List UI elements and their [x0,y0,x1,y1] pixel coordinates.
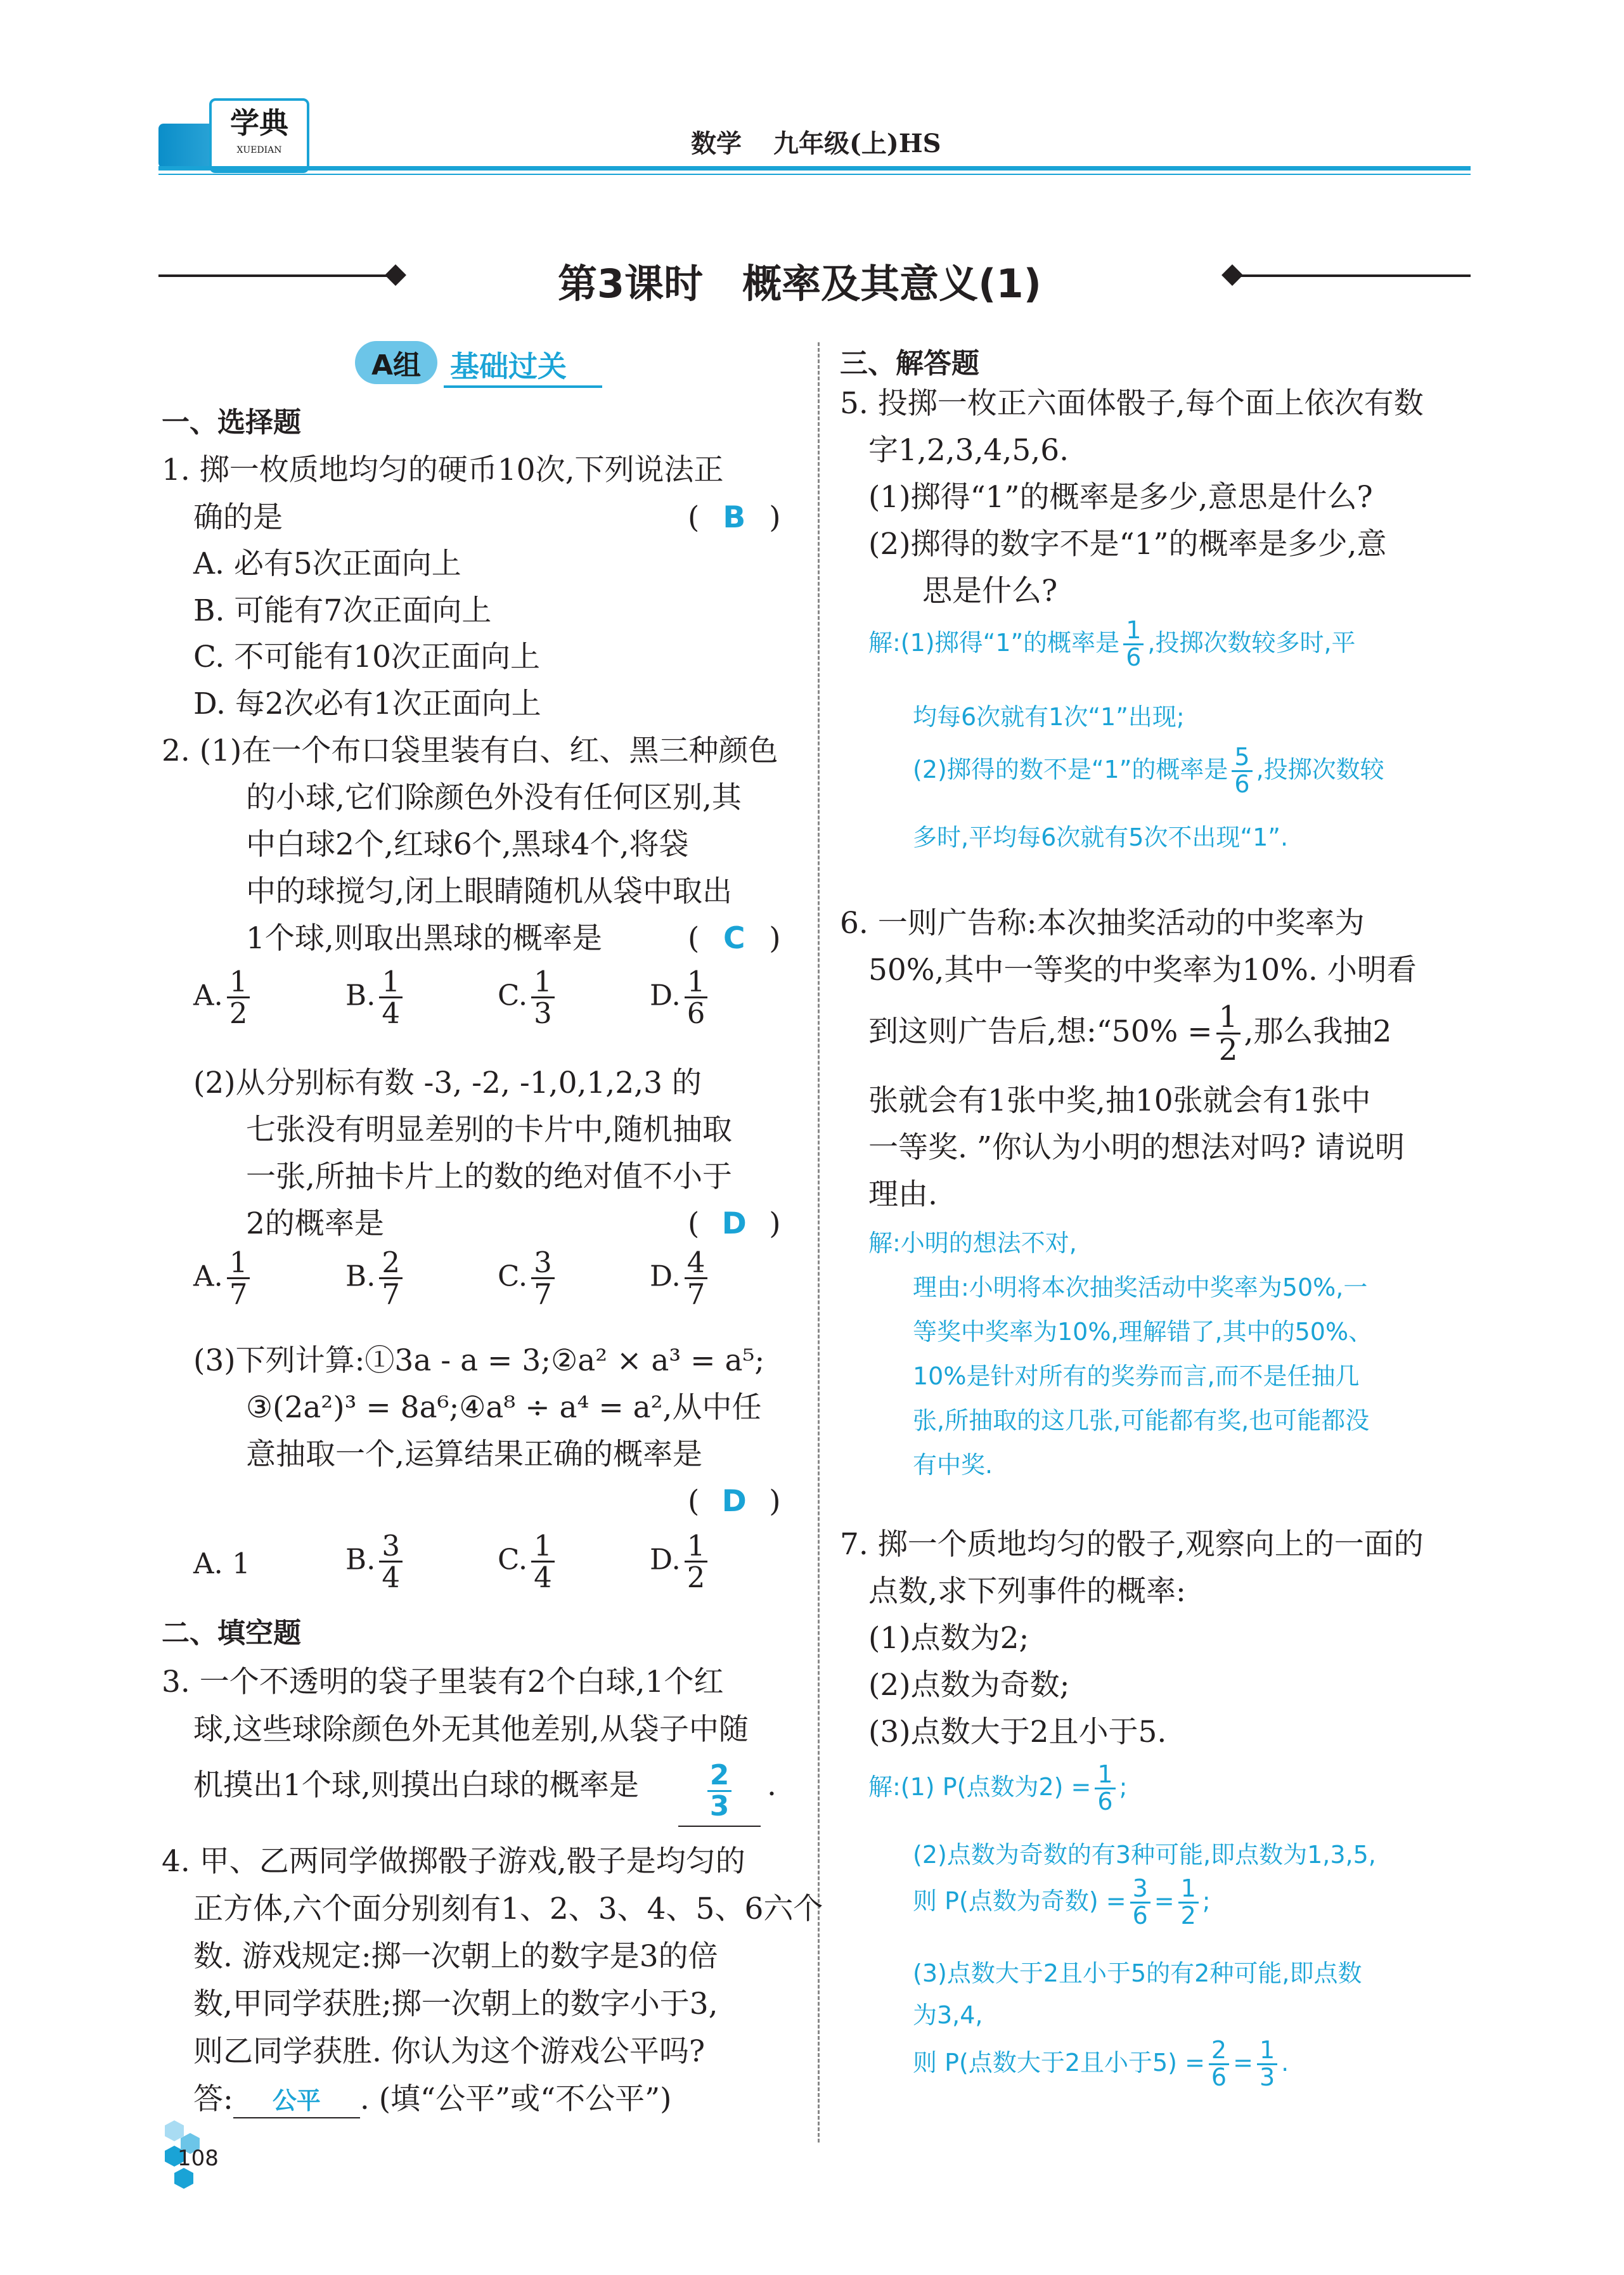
q7-line-5: (3)点数大于2且小于5. [868,1715,1167,1750]
q1-option-a: A. 必有5次正面向上 [193,546,461,581]
sol-text: 解:(1) P(点数为2) = [868,1772,1092,1801]
q7-solution-2: (2)点数为奇数的有3种可能,即点数为1,3,5, [913,1841,1376,1869]
q5-line-3: (1)掷得“1”的概率是多少,意思是什么? [868,480,1373,515]
opt-label: C. [498,1259,528,1293]
q7-solution-2b [913,1876,1211,1929]
q3-answer-num: 2 [707,1761,732,1792]
section-fill: 二、填空题 [162,1617,301,1649]
q6-solution-1: 解:小明的想法不对, [868,1229,1077,1257]
opt-label: B. [345,978,376,1012]
sol-num: 1 [1095,1762,1115,1789]
sol-den: 6 [1132,1901,1148,1930]
q2p1-option-b [345,967,406,1029]
q2p3-line-1: (3)下列计算:①3a - a = 3;②a² × a³ = a⁵; [193,1343,765,1378]
q2p3-line-2: ③(2a²)³ = 8a⁶;④a⁸ ÷ a⁴ = a²,从中任 [246,1390,762,1425]
q5-solution-2b: 多时,平均每6次就有5次不出现“1”. [913,823,1289,851]
sol-den: 6 [1097,1787,1113,1815]
q2p1-line-3: 中白球2个,红球6个,黑球4个,将袋 [246,827,689,862]
sol-den: 6 [1234,770,1250,798]
sol-eq: = [1233,2048,1253,2077]
opt-den: 7 [382,1277,401,1312]
opt-label: D. [650,1542,681,1576]
title-diamond-left [385,264,406,286]
opt-label: B. [345,1259,376,1293]
q4-answer: 公平 [272,2087,321,2115]
q4-line-2: 正方体,六个面分别刻有1、2、3、4、5、6六个 [193,1892,823,1926]
sol-num: 3 [1130,1876,1150,1904]
q2p1-line-4: 中的球搅匀,闭上眼睛随机从袋中取出 [246,874,732,909]
q2p2-option-c [498,1247,558,1310]
q2p2-option-a [193,1247,254,1310]
opt-label: C. [498,978,528,1012]
q2p2-line-1: (2)从分别标有数 -3, -2, -1,0,1,2,3 的 [193,1066,702,1100]
group-label: 基础过关 [450,349,567,383]
q7-line-4: (2)点数为奇数; [868,1668,1070,1703]
sol-text: 则 P(点数大于2且小于5) = [913,2048,1205,2077]
header-rule-thin [158,174,1471,175]
q6-line-4: 张就会有1张中奖,抽10张就会有1张中 [868,1083,1371,1118]
q6-line-6: 理由. [868,1177,938,1212]
sol-den: 6 [1126,643,1142,671]
q7-solution-1 [868,1762,1127,1815]
q7-solution-3c: 为3,4, [913,2001,983,2029]
q7-solution-3: (3)点数大于2且小于5的有2种可能,即点数 [913,1959,1362,1987]
q6-den: 2 [1218,1033,1238,1068]
opt-den: 4 [534,1561,552,1595]
q7-line-2: 点数,求下列事件的概率: [868,1574,1186,1609]
sol-num: 1 [1178,1876,1199,1904]
q2p1-line-5: 1个球,则取出黑球的概率是 [246,921,602,956]
opt-label: B. [345,1542,376,1576]
opt-num: 1 [227,1247,250,1279]
q5-solution-1 [868,618,1356,671]
q1-stem-2: 确的是 [193,500,283,535]
sol-num: 1 [1257,2038,1277,2065]
q1-option-b: B. 可能有7次正面向上 [193,593,492,628]
sol-den: 2 [1180,1901,1196,1930]
header-logo [209,98,309,173]
q2p3-answer-bracket: ( D ) [688,1478,781,1525]
group-badge [355,341,437,384]
q2p2-line-4: 2的概率是 [246,1206,384,1241]
q6-num: 1 [1216,1002,1241,1034]
opt-num: 1 [227,967,250,998]
q4-suffix: . (填“公平”或“不公平”) [359,2082,672,2117]
q2p3-line-3: 意抽取一个,运算结果正确的概率是 [246,1437,702,1472]
logo-text: 学典 [230,106,288,140]
opt-num: 1 [531,967,555,998]
q3-line-3: 机摸出1个球,则摸出白球的概率是 [193,1768,639,1803]
q1-option-d: D. 每2次必有1次正面向上 [193,686,541,721]
q5-solution-1b: 均每6次就有1次“1”出现; [913,703,1185,731]
opt-label: D. [650,1259,681,1293]
q3-answer-den: 3 [709,1790,730,1823]
sol-num: 2 [1209,2038,1229,2065]
page-title: 第3课时 概率及其意义(1) [558,261,1041,307]
q2p2-line-3: 一张,所抽卡片上的数的绝对值不小于 [246,1159,732,1194]
q6-solution-2: 理由:小明将本次抽奖活动中奖率为50%,一 [913,1273,1368,1301]
q2p3-option-d [650,1531,711,1593]
sol-text: ,投掷次数较 [1256,755,1384,783]
opt-num: 4 [685,1247,708,1279]
opt-num: 1 [685,967,708,998]
q4-prefix: 答: [193,2082,233,2117]
opt-den: 7 [686,1277,706,1312]
q2p3-answer: D [721,1484,747,1519]
opt-den: 2 [229,996,248,1031]
q3-line-1: 3. 一个不透明的袋子里装有2个白球,1个红 [162,1665,724,1699]
q5-solution-2 [913,745,1384,797]
q4-line-1: 4. 甲、乙两同学做掷骰子游戏,骰子是均匀的 [162,1844,745,1879]
q6-line-1: 6. 一则广告称:本次抽奖活动的中奖率为 [840,906,1365,941]
q2p3-option-c [498,1531,558,1593]
q2p1-option-d [650,967,711,1029]
opt-num: 1 [531,1531,555,1563]
q2p3-option-a: A. 1 [193,1547,250,1580]
q2p1-option-a [193,967,254,1029]
logo-sub: XUEDIAN [236,145,282,155]
q7-line-1: 7. 掷一个质地均匀的骰子,观察向上的一面的 [840,1527,1424,1562]
q6-solution-6: 有中奖. [913,1451,993,1479]
q4-line-3: 数. 游戏规定:掷一次朝上的数字是3的倍 [193,1939,718,1974]
sol-num: 5 [1232,745,1252,772]
sol-text: 解:(1)掷得“1”的概率是 [868,628,1120,657]
q2p2-line-2: 七张没有明显差别的卡片中,随机抽取 [246,1112,732,1147]
opt-label: C. [498,1542,528,1576]
q2p1-line-1: 2. (1)在一个布口袋里装有白、红、黑三种颜色 [162,733,778,768]
group-underline [444,385,602,388]
q2p2-option-b [345,1247,406,1310]
opt-den: 3 [534,996,552,1031]
opt-label: A. [193,978,223,1012]
q1-answer-bracket: ( B ) [688,494,781,541]
q3-answer-blank [678,1756,761,1827]
q7-solution-3b [913,2038,1289,2091]
q4-line-5: 则乙同学获胜. 你认为这个游戏公平吗? [193,2034,706,2069]
page-number: 108 [177,2146,219,2171]
q6-solution-3: 等奖中奖率为10%,理解错了,其中的50%、 [913,1318,1373,1346]
q7-line-3: (1)点数为2; [868,1621,1029,1656]
q6-text: ,那么我抽2 [1244,1014,1392,1049]
q4-answer-line [193,2076,672,2123]
title-rule-right [1236,274,1471,277]
q2p2-answer: D [721,1206,747,1241]
q2p2-option-d [650,1247,711,1310]
sol-num: 1 [1123,618,1144,645]
header-subject: 数学 [691,129,742,158]
q2p1-option-c [498,967,558,1029]
opt-den: 7 [229,1277,248,1312]
q4-line-4: 数,甲同学获胜;掷一次朝上的数字小于3, [193,1987,718,2021]
sol-text: ,投掷次数较多时,平 [1147,628,1356,657]
q1-option-c: C. 不可能有10次正面向上 [193,640,540,674]
opt-num: 3 [531,1247,555,1279]
opt-num: 1 [685,1531,708,1563]
opt-den: 4 [382,996,401,1031]
sol-eq: = [1154,1886,1175,1915]
title-rule-left [158,274,393,277]
q6-text: 到这则广告后,想:“50% = [868,1014,1213,1049]
sol-den: 6 [1211,2063,1227,2091]
q1-stem-1: 1. 掷一枚质地均匀的硬币10次,下列说法正 [162,453,724,487]
sol-text: ; [1119,1772,1128,1801]
section-solve: 三、解答题 [840,347,979,380]
column-divider [818,342,820,2143]
opt-num: 3 [379,1531,403,1563]
sol-text: . [1281,2048,1289,2077]
opt-den: 2 [686,1561,706,1595]
opt-label: D. [650,978,681,1012]
q5-line-1: 5. 投掷一枚正六面体骰子,每个面上依次有数 [840,386,1424,421]
q5-line-5: 思是什么? [922,574,1058,609]
group-badge-text: A组 [371,349,422,382]
q3-end: . [767,1768,777,1803]
q5-line-4: (2)掷得的数字不是“1”的概率是多少,意 [868,527,1387,562]
opt-label: A. [193,1259,223,1293]
opt-num: 2 [379,1247,403,1279]
q6-solution-4: 10%是针对所有的奖券而言,而不是任抽几 [913,1362,1360,1390]
q6-line-2: 50%,其中一等奖的中奖率为10%. 小明看 [868,953,1417,988]
sol-text: (2)掷得的数不是“1”的概率是 [913,755,1228,783]
opt-den: 7 [534,1277,552,1312]
q2p3-option-b [345,1531,406,1593]
q4-answer-blank [233,2083,360,2118]
opt-den: 6 [686,996,706,1031]
q1-answer: B [723,500,746,535]
q6-line-5: 一等奖. ”你认为小明的想法对吗? 请说明 [868,1130,1405,1165]
q6-line-3 [868,1002,1391,1066]
opt-num: 1 [379,967,403,998]
sol-text: 则 P(点数为奇数) = [913,1886,1126,1915]
q2p1-line-2: 的小球,它们除颜色外没有任何区别,其 [246,780,742,815]
q5-line-2: 字1,2,3,4,5,6. [868,433,1069,468]
section-choice: 一、选择题 [162,406,301,439]
header-rule [158,166,1471,171]
header-grade: 九年级(上)HS [773,129,941,158]
q3-line-2: 球,这些球除颜色外无其他差别,从袋子中随 [193,1712,749,1747]
q2p1-answer: C [723,921,745,956]
q2p2-answer-bracket: ( D ) [688,1201,781,1247]
sol-den: 3 [1259,2063,1275,2091]
sol-text: ; [1202,1886,1211,1915]
q2p1-answer-bracket: ( C ) [688,915,781,962]
opt-den: 4 [382,1561,401,1595]
q6-solution-5: 张,所抽取的这几张,可能都有奖,也可能都没 [913,1407,1370,1434]
